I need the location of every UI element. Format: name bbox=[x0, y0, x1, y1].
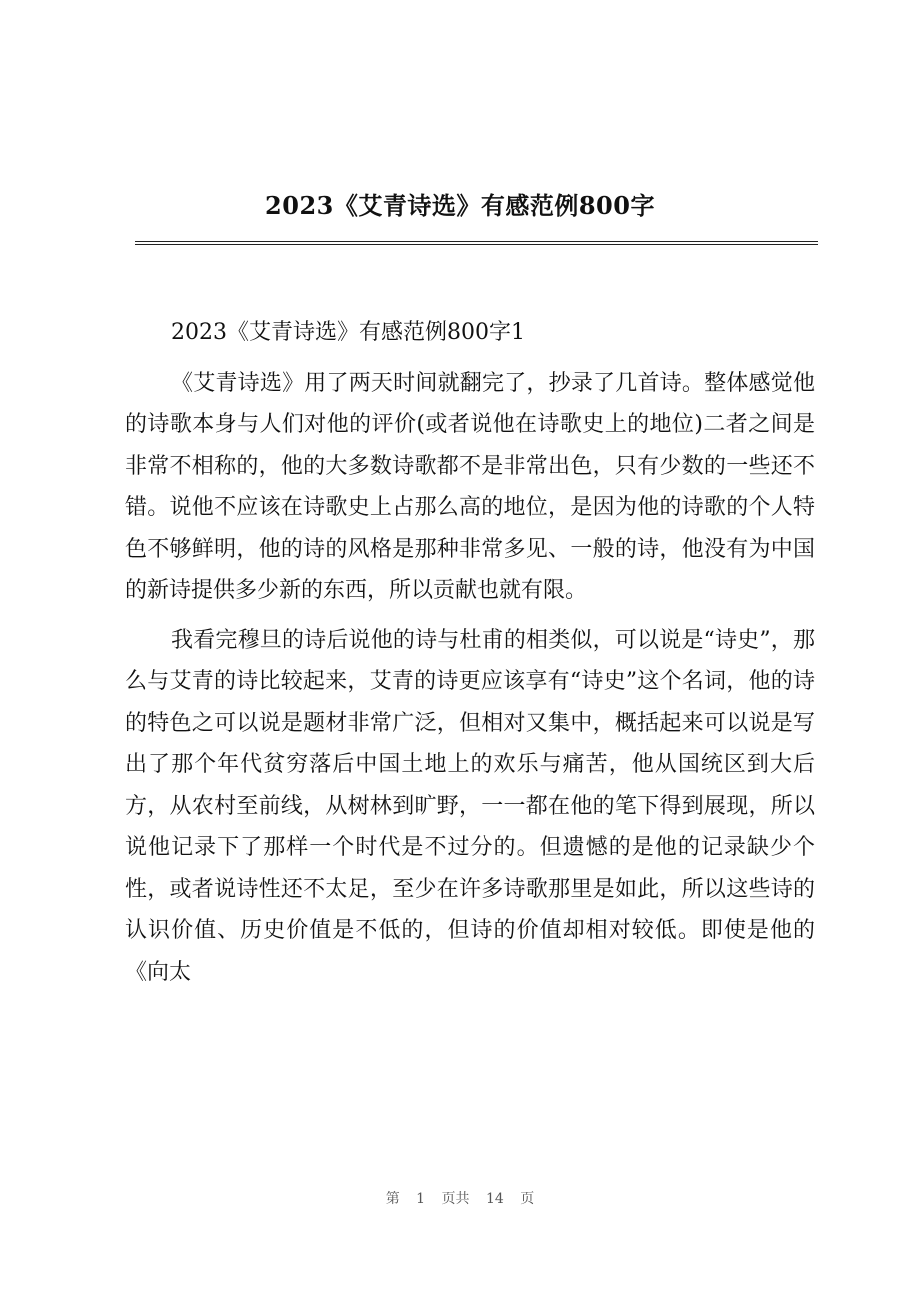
document-title: 2023《艾青诗选》有感范例800字 bbox=[265, 191, 655, 220]
paragraph: 我看完穆旦的诗后说他的诗与杜甫的相类似，可以说是“诗史”，那么与艾青的诗比较起来，艾青的诗更应该享有“诗史”这个名词，他的诗的特色之可以说是题材非常广泛，但相对又集中，概括起来可以说是写出了那个年代贫穷落后中国土地上的欢乐与痛苦，他从国统区到大后方，从农村至前线，从树林到旷野，一一都在他的笔下得到展现，所以说他记录下了那样一个时代是不过分的。但遗憾的是他的记录缺少个性，或者说诗性还不太足，至少在许多诗歌那里是如此，所以这些诗的认识价值、历史价值是不低的，但诗的价值却相对较低。即使是他的《向太 bbox=[125, 627, 815, 985]
footer-suffix: 页 bbox=[520, 1191, 535, 1207]
footer-total-pages: 14 bbox=[486, 1191, 504, 1207]
document-body bbox=[125, 312, 815, 993]
footer-prefix: 第 bbox=[385, 1191, 400, 1207]
footer-page-number: 1 bbox=[416, 1191, 426, 1207]
page-footer bbox=[0, 1188, 920, 1208]
paragraph: 《艾青诗选》用了两天时间就翻完了，抄录了几首诗。整体感觉他的诗歌本身与人们对他的评价(或者说他在诗歌史上的地位)二者之间是非常不相称的，他的大多数诗歌都不是非常出色，只有少数的一些还不错。说他不应该在诗歌史上占那么高的地位，是因为他的诗歌的个人特色不够鲜明，他的诗的风格是那种非常多见、一般的诗，他没有为中国的新诗提供多少新的东西，所以贡献也就有限。 bbox=[125, 370, 815, 603]
section-heading: 2023《艾青诗选》有感范例800字1 bbox=[171, 320, 525, 345]
title-double-rule bbox=[135, 241, 818, 245]
footer-middle: 页共 bbox=[441, 1191, 470, 1207]
